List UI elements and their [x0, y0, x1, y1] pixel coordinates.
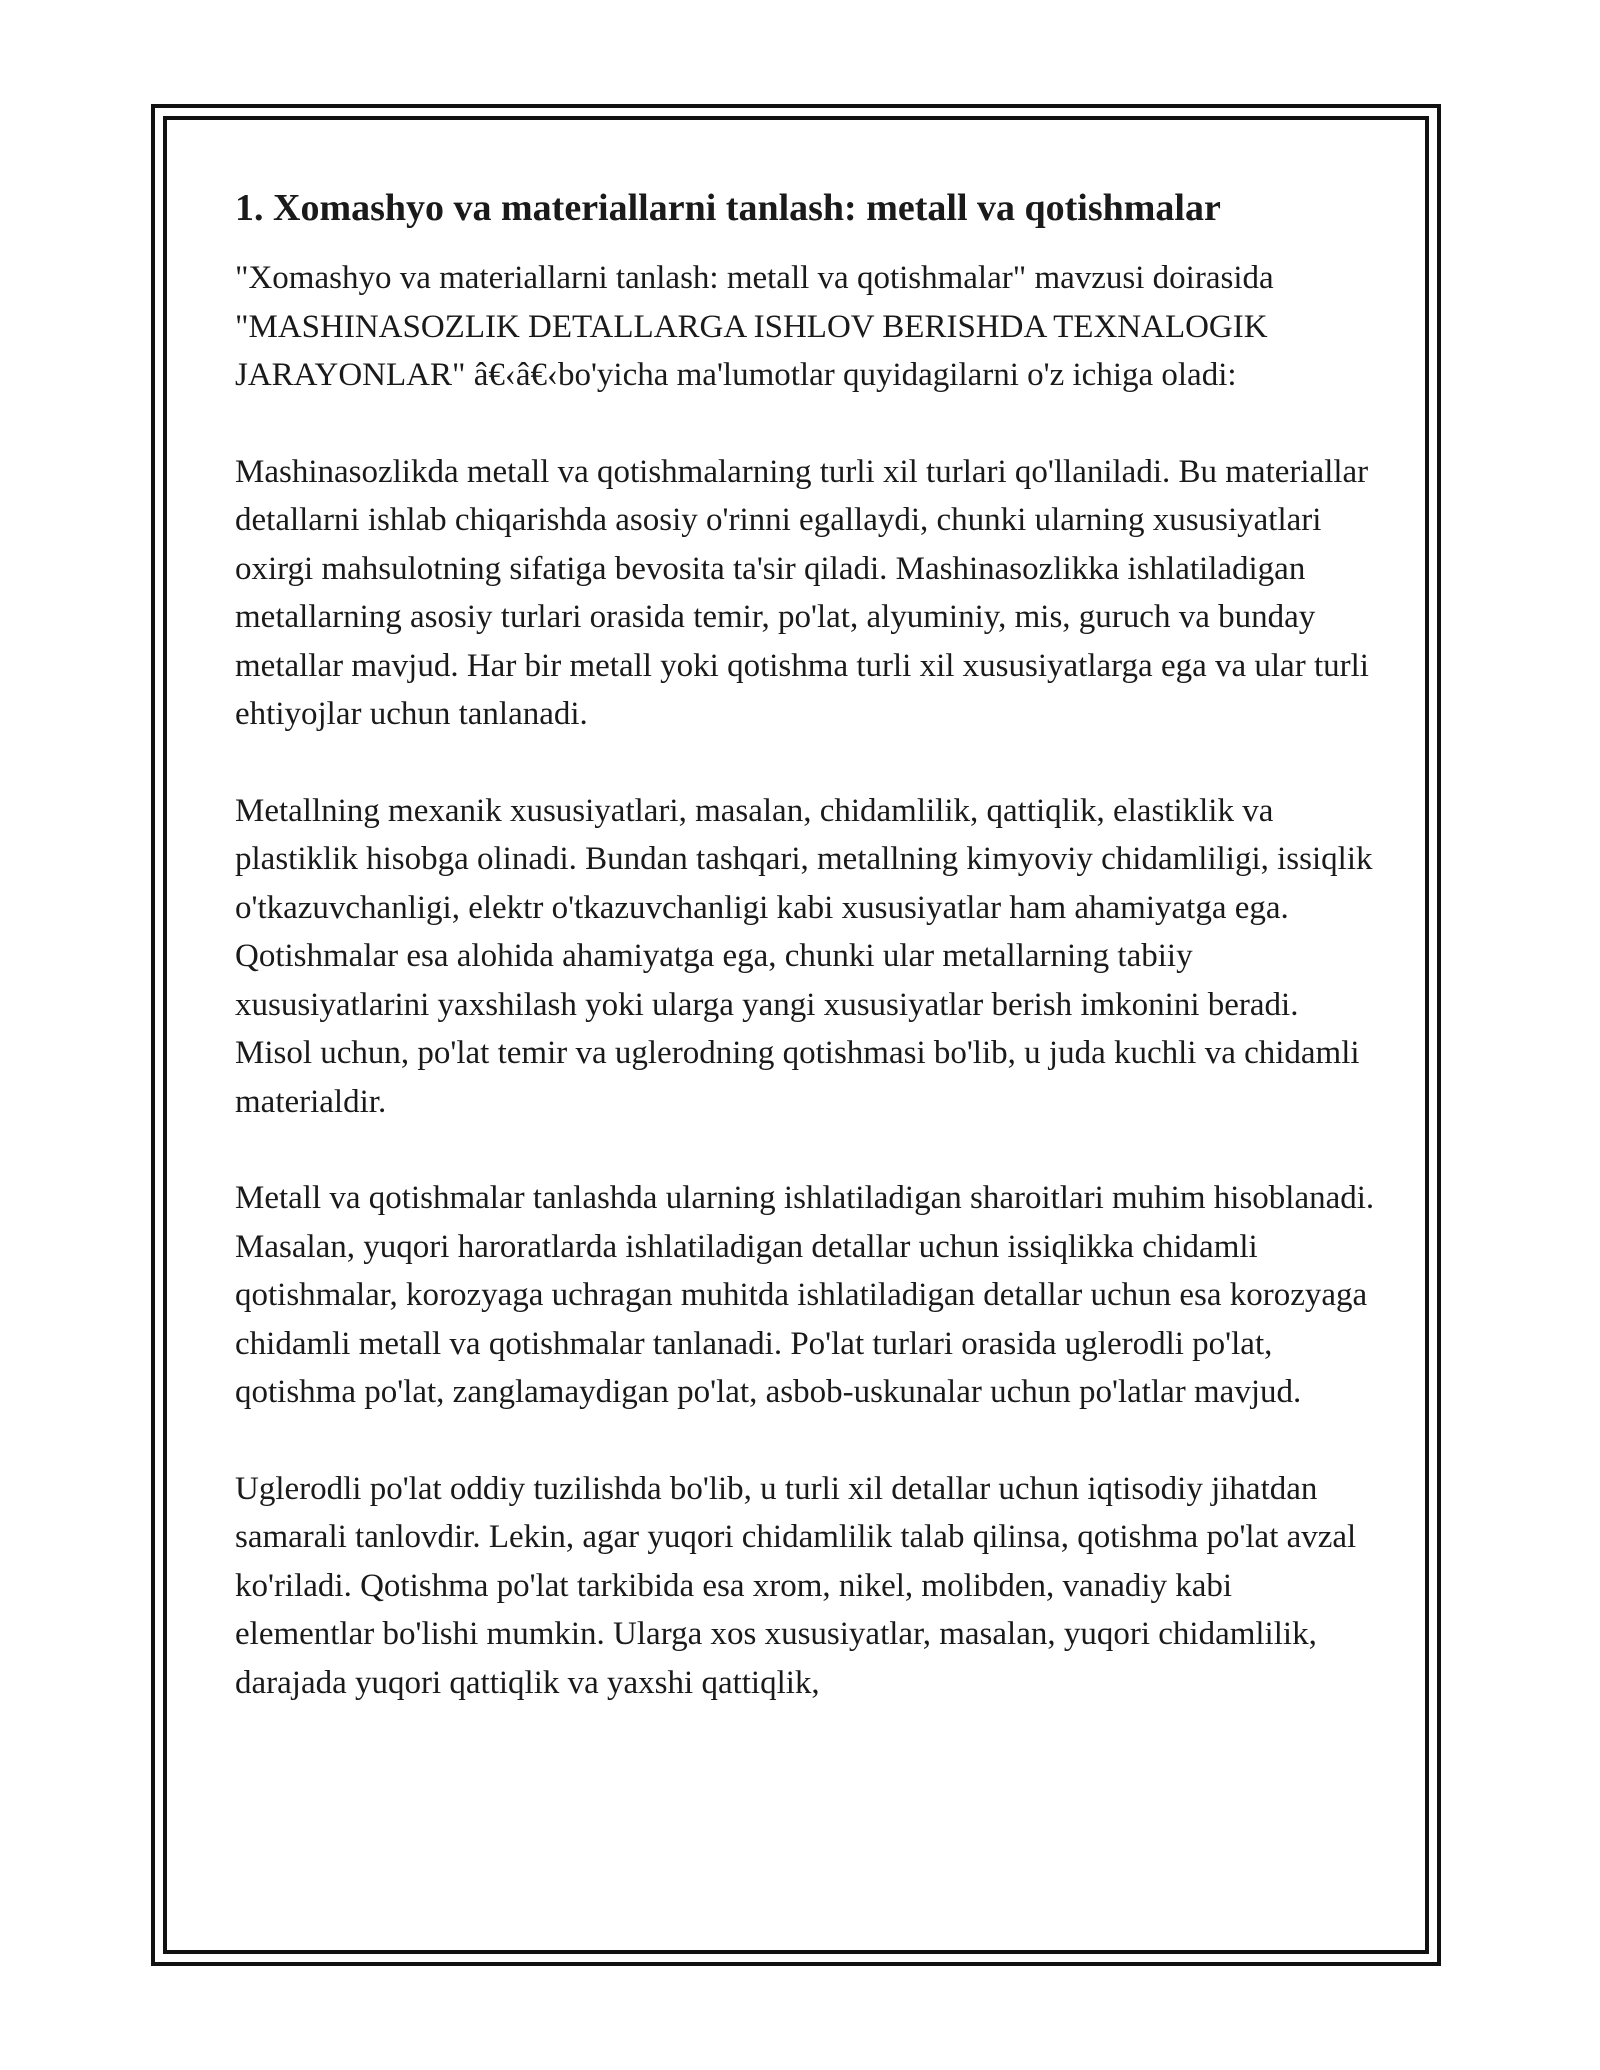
page-title: 1. Xomashyo va materiallarni tanlash: metall va qotishmalar [235, 187, 1221, 229]
document-body [235, 184, 1375, 1707]
paragraph-selection-conditions: Metall va qotishmalar tanlashda ularning ishlatiladigan sharoitlari muhim hisoblanadi. Masalan, yuqori haroratlarda ishlatiladigan detallar uchun issiqlikka chidamli qotishmalar, korozyaga uchragan muhitda ishlatiladigan detallar uchun esa korozyaga chidamli metall va qotishmalar tanlanadi. Po'lat turlari orasida uglerodli po'lat, qotishma po'lat, zanglamaydigan po'lat, asbob-uskunalar uchun po'latlar mavjud. [235, 1180, 1375, 1410]
paragraph-intro: "Xomashyo va materiallarni tanlash: metall va qotishmalar" mavzusi doirasida "MASHINASOZLIK DETALLARGA ISHLOV BERISHDA TEXNALOGIK JARAYONLAR" â€‹â€‹bo'yicha ma'lumotlar quyidagilarni o'z ichiga oladi: [235, 260, 1274, 393]
paragraph-carbon-steel: Uglerodli po'lat oddiy tuzilishda bo'lib, u turli xil detallar uchun iqtisodiy jihatdan samarali tanlovdir. Lekin, agar yuqori chidamlilik talab qilinsa, qotishma po'lat avzal ko'riladi. Qotishma po'lat tarkibida esa xrom, nikel, molibden, vanadiy kabi elementlar bo'lishi mumkin. Ularga xos xususiyatlar, masalan, yuqori chidamlilik, darajada yuqori qattiqlik va yaxshi qattiqlik, [235, 1470, 1357, 1701]
paragraph-properties: Metallning mexanik xususiyatlari, masalan, chidamlilik, qattiqlik, elastiklik va plastiklik hisobga olinadi. Bundan tashqari, metallning kimyoviy chidamliligi, issiqlik o'tkazuvchanligi, elektr o'tkazuvchanligi kabi xususiyatlar ham ahamiyatga ega. Qotishmalar esa alohida ahamiyatga ega, chunki ular metallarning tabiiy xususiyatlarini yaxshilash yoki ularga yangi xususiyatlar berish imkonini beradi. Misol uchun, po'lat temir va uglerodning qotishmasi bo'lib, u juda kuchli va chidamli materialdir. [235, 792, 1373, 1120]
paragraph-metals-overview: Mashinasozlikda metall va qotishmalarning turli xil turlari qo'llaniladi. Bu materiallar detallarni ishlab chiqarishda asosiy o'rinni egallaydi, chunki ularning xususiyatlari oxirgi mahsulotning sifatiga bevosita ta'sir qiladi. Mashinasozlikka ishlatiladigan metallarning asosiy turlari orasida temir, po'lat, alyuminiy, mis, guruch va bunday metallar mavjud. Har bir metall yoki qotishma turli xil xususiyatlarga ega va ular turli ehtiyojlar uchun tanlanadi. [235, 453, 1369, 732]
